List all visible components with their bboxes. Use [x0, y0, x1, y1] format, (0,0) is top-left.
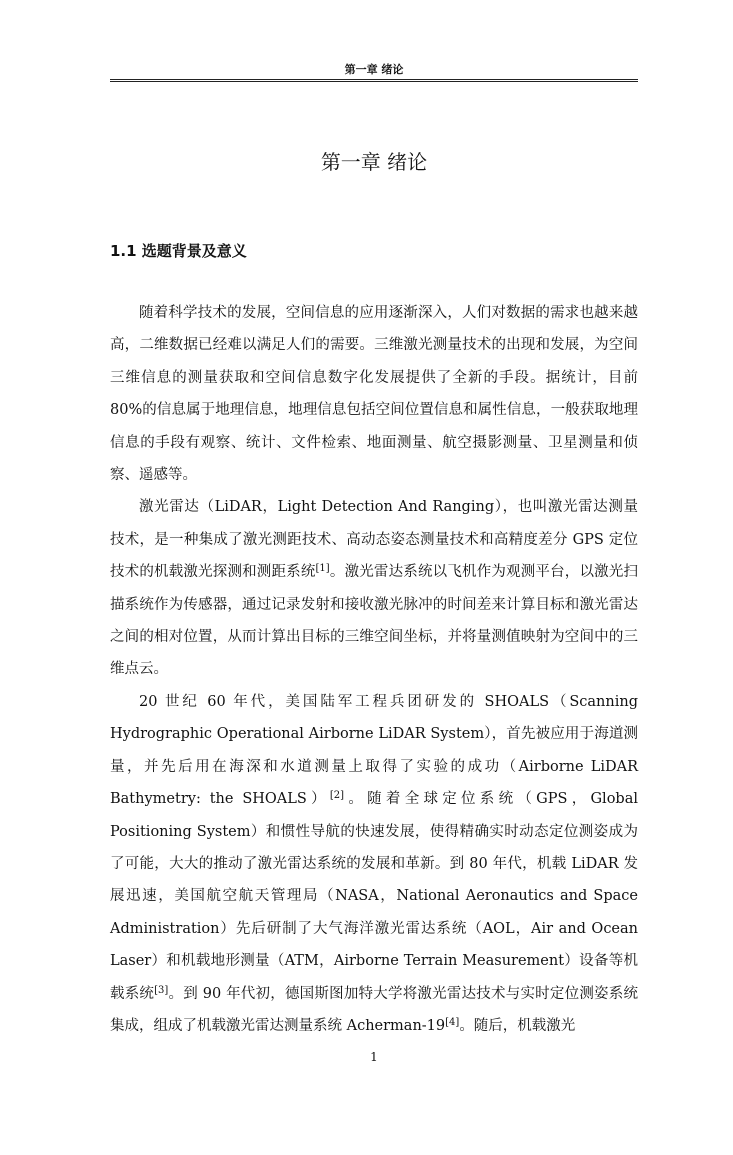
- header-rule: [110, 79, 638, 82]
- paragraph-text: 。到 90 年代初，德国斯图加特大学将激光雷达技术与实时定位测姿系统集成，组成了机载激光雷达测量系统 Acherman-19: [110, 985, 638, 1034]
- paragraph: [110, 686, 638, 1042]
- citation-ref: [4]: [445, 1016, 460, 1028]
- citation-ref: [1]: [315, 563, 330, 575]
- section-heading: 1.1 选题背景及意义: [110, 242, 247, 260]
- citation-ref: [3]: [154, 984, 169, 996]
- body-text: [110, 297, 638, 1042]
- paragraph: [110, 297, 638, 491]
- paragraph-text: 。随后，机载激光: [459, 1017, 576, 1034]
- paragraph-text: 20 世纪 60 年代，美国陆军工程兵团研发的 SHOALS（Scanning Hydrographic Operational Airborne LiDAR System），首先被应用于海道测量，并先后用在海深和水道测量上取得了实验的成功（Airborne LiDAR Bathymetry: the SHOALS）: [110, 693, 638, 808]
- paragraph-text: 。随着全球定位系统（GPS，Global Positioning System）和惯性导航的快速发展，使得精确实时动态定位测姿成为了可能，大大的推动了激光雷达系统的发展和革新。到 80 年代，机载 LiDAR 发展迅速，美国航空航天管理局（NASA，National Aeronautics and Space Administration）先后研制了大气海洋激光雷达系统（AOL，Air and Ocean Laser）和机载地形测量（ATM，Airborne Terrain Measurement）设备等机载系统: [110, 791, 638, 1002]
- running-header: 第一章 绪论: [344, 63, 404, 76]
- paragraph-text: 随着科学技术的发展，空间信息的应用逐渐深入，人们对数据的需求也越来越高，二维数据已经难以满足人们的需要。三维激光测量技术的出现和发展，为空间三维信息的测量获取和空间信息数字化发展提供了全新的手段。据统计，目前 80%的信息属于地理信息，地理信息包括空间位置信息和属性信息，一般获取地理信息的手段有观察、统计、文件检索、地面测量、航空摄影测量、卫星测量和侦察、遥感等。: [110, 305, 638, 484]
- page-number: 1: [370, 1050, 378, 1064]
- citation-ref: [2]: [329, 790, 345, 802]
- chapter-title: 第一章 绪论: [320, 150, 428, 174]
- paragraph-text: 。激光雷达系统以飞机作为观测平台，以激光扫描系统作为传感器，通过记录发射和接收激光脉冲的时间差来计算目标和激光雷达之间的相对位置，从而计算出目标的三维空间坐标，并将量测值映射为空间中的三维点云。: [110, 564, 638, 678]
- paragraph: [110, 491, 638, 685]
- paragraph-text: 激光雷达（LiDAR，Light Detection And Ranging），也叫激光雷达测量技术，是一种集成了激光测距技术、高动态姿态测量技术和高精度差分 GPS 定位技术的机载激光探测和测距系统: [110, 499, 638, 581]
